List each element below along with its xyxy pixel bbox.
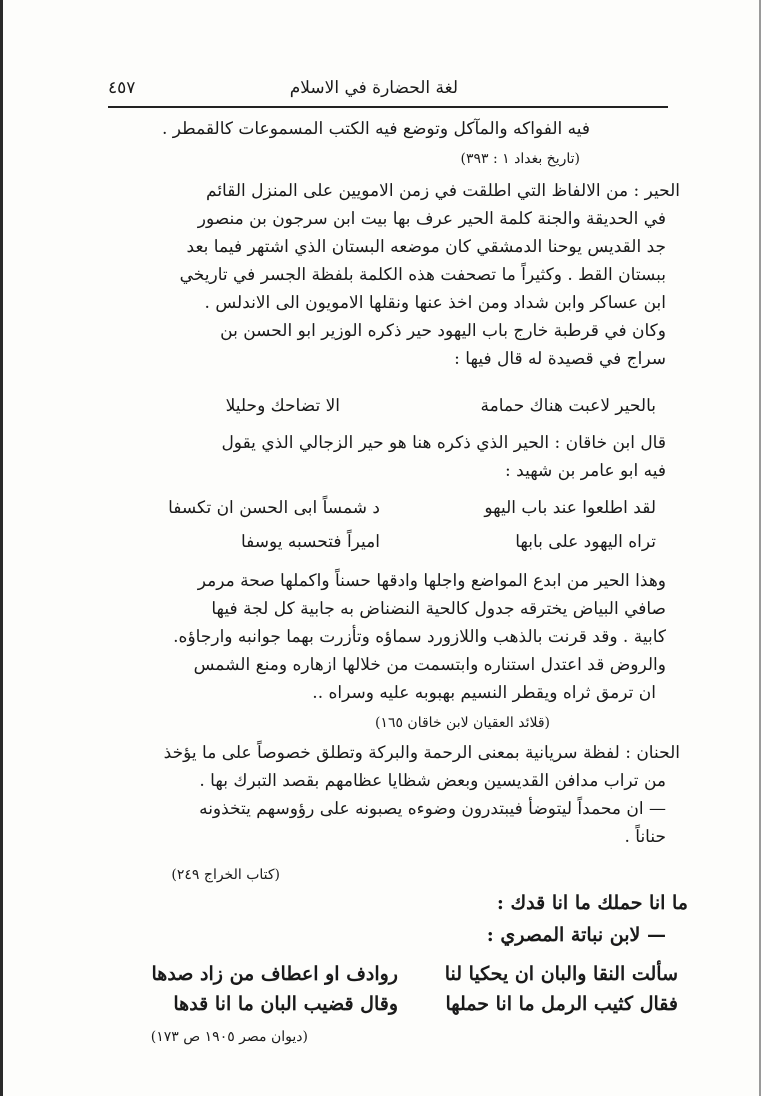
text-line: وكان في قرطبة خارج باب اليهود حير ذكره الوزير ابو الحسن بن — [220, 321, 666, 341]
entry-line: الحير : من الالفاظ التي اطلقت في زمن الامويين على المنزل القائم — [206, 181, 680, 201]
text-line: فيه الفواكه والمآكل وتوضع فيه الكتب المسموعات كالقمطر . — [161, 119, 590, 139]
text-line: قال ابن خاقان : الحير الذي ذكره هنا هو حير الزجالي الذي يقول — [221, 433, 666, 453]
verse-hemistich: بالحير لاعبت هناك حمامة — [480, 396, 656, 416]
header-rule — [108, 106, 668, 108]
verse-hemistich: لقد اطلعوا عند باب اليهو — [484, 498, 656, 518]
entry-line: ما انا حملك ما انا قدك : — [496, 892, 688, 914]
page-number: ٤٥٧ — [108, 78, 136, 98]
citation: (قلائد العقيان لابن خاقان ١٦٥) — [374, 715, 550, 731]
text-line: جد القديس يوحنا الدمشقي كان موضعه البستان الذي اشتهر فيما بعد — [186, 237, 666, 257]
text-line: في الحديقة والجنة كلمة الحير عرف بها بيت ابن سرجون بن منصور — [197, 209, 666, 229]
text-line: ابن عساكر وابن شداد ومن اخذ عنها ونقلها الامويون الى الاندلس . — [204, 293, 666, 313]
text-line: فيه ابو عامر بن شهيد : — [505, 461, 666, 481]
verse-hemistich: فقال كثيب الرمل ما انا حملها — [445, 993, 678, 1015]
page-header — [108, 76, 668, 106]
verse-hemistich: الا تضاحك وحليلا — [225, 396, 340, 416]
verse-hemistich: سألت النقا والبان ان يحكيا لنا — [444, 963, 678, 985]
verse-hemistich: اميراً فتحسبه يوسفا — [240, 532, 380, 552]
text-line: من تراب مدافن القديسين وبعض شظايا عظامهم بقصد التبرك بها . — [199, 771, 666, 791]
text-line: ان ترمق ثراه ويقطر النسيم بهبوبه عليه وسراه .. — [312, 683, 656, 703]
text-line: — لابن نباتة المصري : — [486, 924, 666, 946]
running-title: لغة الحضارة في الاسلام — [289, 78, 458, 98]
verse-hemistich: تراه اليهود على بابها — [515, 532, 656, 552]
verse-hemistich: روادف او اعطاف من زاد صدها — [151, 963, 398, 985]
text-line: صافي البياض يخترقه جدول كالحية النضناض به جابية كل لجة فيها — [211, 599, 666, 619]
text-line: حناناً . — [624, 827, 666, 847]
text-line: ببستان القط . وكثيراً ما تصحفت هذه الكلمة بلفظة الجسر في تاريخي — [179, 265, 666, 285]
text-line: والروض قد اعتدل استناره وابتسمت من خلالها ازهاره ومنع الشمس — [193, 655, 666, 675]
entry-line: الحنان : لفظة سريانية بمعنى الرحمة والبركة وتطلق خصوصاً على ما يؤخذ — [163, 743, 680, 763]
citation: (تاريخ بغداد ١ : ٣٩٣) — [460, 151, 580, 167]
text-line: سراج في قصيدة له قال فيها : — [454, 349, 666, 369]
citation: (كتاب الخراج ٢٤٩) — [171, 867, 280, 883]
citation: (ديوان مصر ١٩٠٥ ص ١٧٣) — [150, 1029, 308, 1045]
verse-hemistich: د شمساً ابى الحسن ان تكسفا — [168, 498, 380, 518]
text-line: — ان محمداً ليتوضأ فيبتدرون وضوءه يصبونه على رؤوسهم يتخذونه — [199, 799, 666, 819]
verse-hemistich: وقال قضيب البان ما انا قدها — [173, 993, 398, 1015]
scan-edge-left — [0, 0, 3, 1096]
text-line: وهذا الحير من ابدع المواضع واجلها وادقها حسناً واكملها صحة مرمر — [197, 571, 666, 591]
text-line: كابية . وقد قرنت بالذهب واللازورد سماؤه وتأزرت بهما جوانبه وارجاؤه. — [173, 627, 666, 647]
